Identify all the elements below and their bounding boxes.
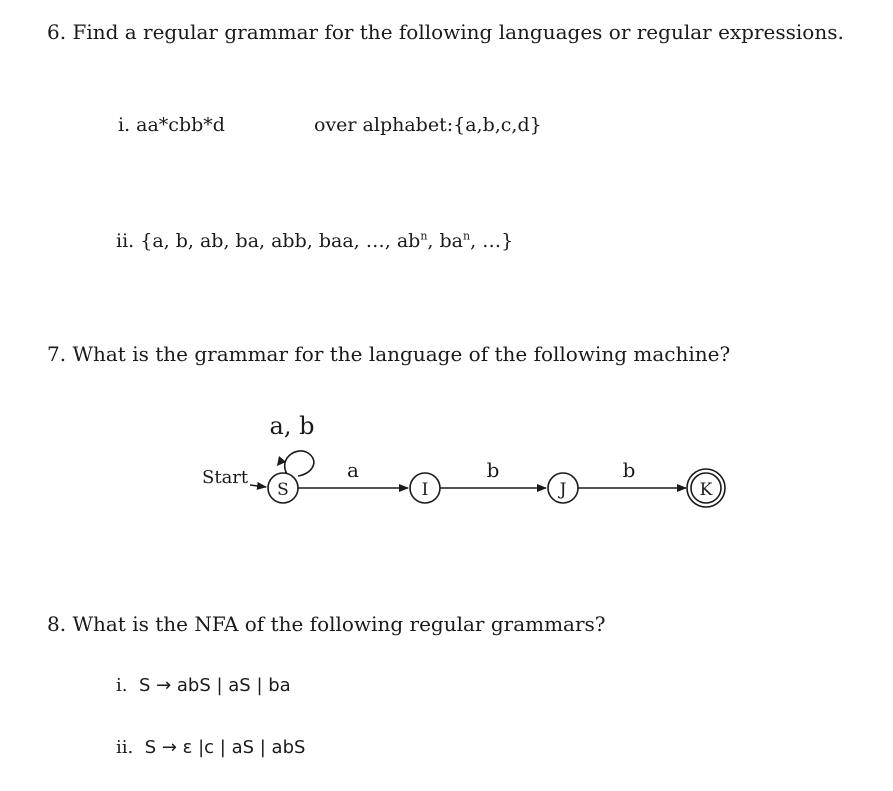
q6-part-i-expression: i. aa*cbb*d: [118, 114, 225, 136]
q6-ii-middle: , ba: [427, 230, 463, 252]
state-s-label: S: [277, 480, 289, 500]
transition-label-a: a: [347, 458, 359, 482]
state-i-label: I: [421, 480, 429, 500]
question-6-title: 6. Find a regular grammar for the following languages or regular expressions.: [47, 20, 844, 44]
transition-label-b2: b: [622, 458, 636, 482]
self-loop-arrow: [285, 451, 314, 476]
transition-label-b1: b: [486, 458, 500, 482]
q8-grammar-ii: [116, 739, 305, 757]
q8-i-number: i.: [116, 675, 128, 696]
q6-ii-superscript-1: n: [420, 229, 428, 243]
state-j-label: J: [559, 480, 567, 500]
q6-ii-suffix: , …}: [470, 230, 514, 252]
q8-grammar-i: [116, 677, 291, 695]
start-arrow: [250, 485, 266, 487]
q8-i-rule: S → abS | aS | ba: [138, 675, 291, 696]
q6-part-i-alphabet: over alphabet:{a,b,c,d}: [314, 114, 542, 136]
q8-ii-rule: S → ε |c | aS | abS: [144, 737, 306, 758]
loop-label: a, b: [269, 412, 315, 440]
question-7-title: 7. What is the grammar for the language of the following machine?: [47, 342, 731, 366]
start-label: Start: [202, 467, 249, 488]
q6-ii-superscript-2: n: [462, 229, 471, 243]
question-8-title: 8. What is the NFA of the following regular grammars?: [47, 612, 606, 636]
q8-ii-number: ii.: [116, 737, 134, 758]
q6-ii-prefix: ii. {a, b, ab, ba, abb, baa, …, ab: [116, 230, 421, 252]
state-k-label: K: [699, 480, 713, 500]
